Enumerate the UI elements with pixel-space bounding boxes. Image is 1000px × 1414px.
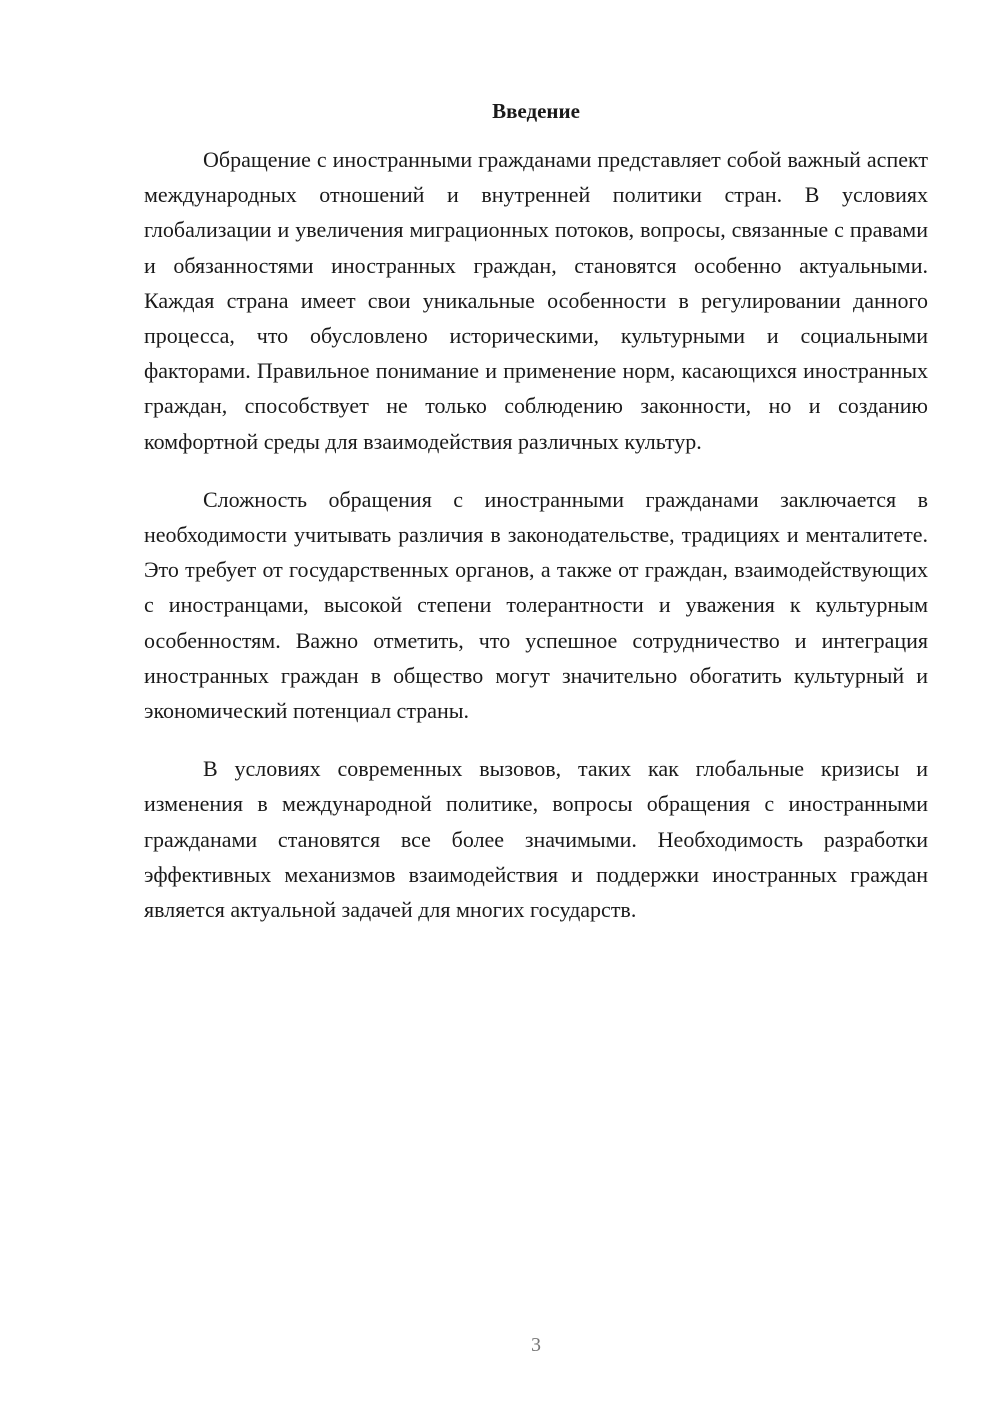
paragraph-1: Обращение с иностранными гражданами представляет собой важный аспект международных отношений и внутренней политики стран. В условиях глобализации и увеличения миграционных потоков, вопросы, связанные с правами и обязанностями иностранных граждан, становятся особенно актуальными. Каждая страна имеет свои уникальные особенности в регулировании данного процесса, что обусловлено историческими, культурными и социальными факторами. Правильное понимание и применение норм, касающихся иностранных граждан, способствует не только соблюдению законности, но и созданию комфортной среды для взаимодействия различных культур. bbox=[144, 147, 928, 454]
page-number: 3 bbox=[531, 1334, 541, 1356]
section-heading: Введение bbox=[492, 99, 580, 123]
document-body bbox=[144, 142, 928, 950]
paragraph-3: В условиях современных вызовов, таких как глобальные кризисы и изменения в международной политике, вопросы обращения с иностранными гражданами становятся все более значимыми. Необходимость разработки эффективных механизмов взаимодействия и поддержки иностранных граждан является актуальной задачей для многих государств. bbox=[144, 756, 928, 923]
paragraph-2: Сложность обращения с иностранными гражданами заключается в необходимости учитывать различия в законодательстве, традициях и менталитете. Это требует от государственных органов, а также от граждан, взаимодействующих с иностранцами, высокой степени толерантности и уважения к культурным особенностям. Важно отметить, что успешное сотрудничество и интеграция иностранных граждан в общество могут значительно обогатить культурный и экономический потенциал страны. bbox=[144, 486, 928, 724]
